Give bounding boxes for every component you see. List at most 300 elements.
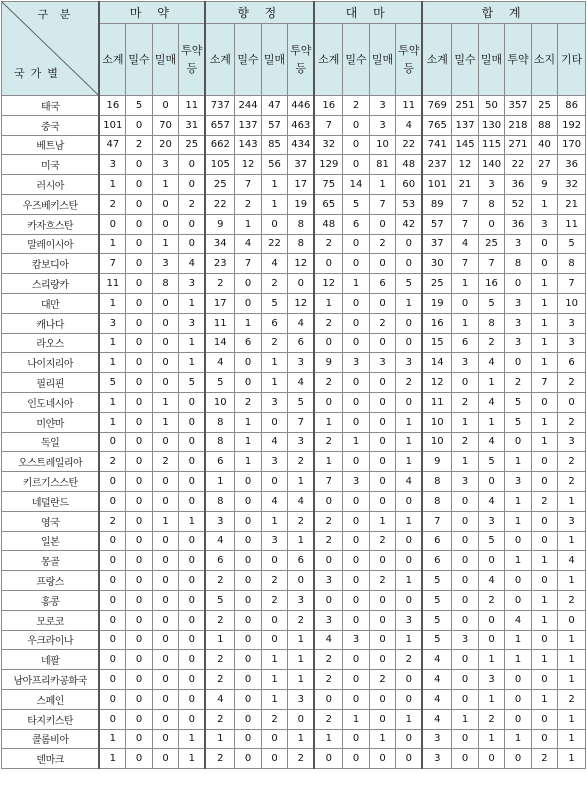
value-cell: 0 — [261, 749, 287, 769]
value-cell: 0 — [452, 610, 478, 630]
value-cell: 1 — [452, 709, 478, 729]
value-cell: 7 — [288, 412, 314, 432]
value-cell: 11 — [396, 96, 422, 116]
group-header-cannabis: 대 마 — [314, 2, 422, 24]
value-cell: 2 — [99, 194, 125, 214]
value-cell: 12 — [288, 254, 314, 274]
value-cell: 1 — [314, 412, 343, 432]
value-cell: 75 — [314, 175, 343, 195]
value-cell: 1 — [452, 412, 478, 432]
country-cell: 인도네시아 — [2, 392, 100, 412]
country-cell: 러시아 — [2, 175, 100, 195]
country-cell: 말레이시아 — [2, 234, 100, 254]
value-cell: 3 — [288, 590, 314, 610]
table-row — [2, 491, 586, 511]
value-cell: 1 — [478, 373, 504, 393]
value-cell: 2 — [478, 709, 504, 729]
value-cell: 0 — [288, 274, 314, 294]
value-cell: 130 — [478, 115, 504, 135]
value-cell: 218 — [505, 115, 531, 135]
value-cell: 3 — [396, 610, 422, 630]
value-cell: 3 — [505, 293, 531, 313]
value-cell: 1 — [261, 353, 287, 373]
value-cell: 0 — [505, 670, 531, 690]
value-cell: 0 — [179, 610, 205, 630]
value-cell: 11 — [558, 214, 586, 234]
value-cell: 0 — [126, 155, 152, 175]
value-cell: 0 — [152, 630, 178, 650]
value-cell: 3 — [261, 392, 287, 412]
value-cell: 3 — [261, 531, 287, 551]
table-row — [2, 96, 586, 116]
value-cell: 0 — [343, 333, 369, 353]
value-cell: 0 — [179, 630, 205, 650]
value-cell: 89 — [422, 194, 452, 214]
value-cell: 0 — [261, 472, 287, 492]
value-cell: 8 — [558, 254, 586, 274]
value-cell: 16 — [99, 96, 125, 116]
value-cell: 5 — [261, 293, 287, 313]
value-cell: 0 — [179, 214, 205, 234]
value-cell: 0 — [369, 650, 395, 670]
table-row — [2, 749, 586, 769]
value-cell: 1 — [261, 373, 287, 393]
value-cell: 32 — [314, 135, 343, 155]
value-cell: 2 — [205, 749, 235, 769]
country-cell: 스페인 — [2, 689, 100, 709]
value-cell: 434 — [288, 135, 314, 155]
value-cell: 1 — [261, 175, 287, 195]
table-row — [2, 373, 586, 393]
value-cell: 1 — [288, 670, 314, 690]
country-cell: 태국 — [2, 96, 100, 116]
value-cell: 3 — [152, 254, 178, 274]
value-cell: 37 — [288, 155, 314, 175]
table-row — [2, 155, 586, 175]
value-cell: 0 — [558, 610, 586, 630]
value-cell: 1 — [558, 531, 586, 551]
value-cell: 0 — [343, 511, 369, 531]
table-row — [2, 234, 586, 254]
value-cell: 1 — [396, 571, 422, 591]
value-cell: 1 — [288, 630, 314, 650]
value-cell: 0 — [99, 432, 125, 452]
value-cell: 57 — [422, 214, 452, 234]
value-cell: 5 — [205, 373, 235, 393]
value-cell: 1 — [99, 293, 125, 313]
value-cell: 3 — [99, 155, 125, 175]
value-cell: 2 — [205, 709, 235, 729]
value-cell: 2 — [235, 194, 261, 214]
value-cell: 5 — [505, 392, 531, 412]
value-cell: 0 — [235, 551, 261, 571]
value-cell: 0 — [531, 729, 557, 749]
value-cell: 0 — [343, 531, 369, 551]
value-cell: 1 — [99, 729, 125, 749]
value-cell: 2 — [558, 590, 586, 610]
value-cell: 4 — [478, 432, 504, 452]
value-cell: 1 — [235, 452, 261, 472]
value-cell: 1 — [343, 432, 369, 452]
value-cell: 7 — [99, 254, 125, 274]
value-cell: 1 — [179, 293, 205, 313]
value-cell: 14 — [422, 353, 452, 373]
value-cell: 5 — [126, 96, 152, 116]
value-cell: 3 — [288, 689, 314, 709]
value-cell: 1 — [531, 313, 557, 333]
value-cell: 0 — [369, 551, 395, 571]
value-cell: 6 — [205, 452, 235, 472]
value-cell: 3 — [422, 729, 452, 749]
value-cell: 3 — [452, 472, 478, 492]
value-cell: 0 — [179, 392, 205, 412]
value-cell: 9 — [422, 452, 452, 472]
value-cell: 0 — [452, 373, 478, 393]
country-cell: 우크라이나 — [2, 630, 100, 650]
value-cell: 3 — [288, 432, 314, 452]
table-row — [2, 274, 586, 294]
value-cell: 0 — [126, 571, 152, 591]
value-cell: 1 — [179, 353, 205, 373]
value-cell: 0 — [179, 155, 205, 175]
value-cell: 22 — [505, 155, 531, 175]
value-cell: 4 — [422, 650, 452, 670]
value-cell: 0 — [452, 650, 478, 670]
value-cell: 0 — [235, 630, 261, 650]
value-cell: 0 — [179, 590, 205, 610]
value-cell: 9 — [531, 175, 557, 195]
value-cell: 7 — [452, 194, 478, 214]
table-row — [2, 590, 586, 610]
value-cell: 4 — [396, 115, 422, 135]
value-cell: 3 — [314, 571, 343, 591]
value-cell: 1 — [152, 234, 178, 254]
value-cell: 2 — [369, 531, 395, 551]
value-cell: 1 — [369, 729, 395, 749]
value-cell: 0 — [152, 472, 178, 492]
value-cell: 3 — [505, 313, 531, 333]
value-cell: 0 — [235, 571, 261, 591]
value-cell: 1 — [369, 175, 395, 195]
table-row — [2, 392, 586, 412]
value-cell: 1 — [261, 670, 287, 690]
value-cell: 0 — [314, 392, 343, 412]
table-row — [2, 571, 586, 591]
value-cell: 0 — [126, 749, 152, 769]
value-cell: 1 — [179, 749, 205, 769]
corner-category-label: 구 분 — [37, 8, 75, 21]
value-cell: 0 — [152, 729, 178, 749]
value-cell: 1 — [261, 511, 287, 531]
value-cell: 12 — [422, 373, 452, 393]
value-cell: 0 — [179, 650, 205, 670]
value-cell: 4 — [288, 491, 314, 511]
value-cell: 36 — [558, 155, 586, 175]
value-cell: 0 — [369, 452, 395, 472]
value-cell: 4 — [205, 353, 235, 373]
value-cell: 0 — [179, 432, 205, 452]
value-cell: 192 — [558, 115, 586, 135]
value-cell: 5 — [422, 630, 452, 650]
value-cell: 2 — [369, 234, 395, 254]
value-cell: 1 — [261, 194, 287, 214]
value-cell: 31 — [179, 115, 205, 135]
value-cell: 0 — [179, 689, 205, 709]
value-cell: 0 — [126, 234, 152, 254]
value-cell: 3 — [152, 155, 178, 175]
value-cell: 2 — [205, 670, 235, 690]
country-cell: 키르기스스탄 — [2, 472, 100, 492]
value-cell: 244 — [235, 96, 261, 116]
sub-header-cell: 밀수 — [452, 24, 478, 96]
value-cell: 0 — [343, 571, 369, 591]
value-cell: 1 — [558, 630, 586, 650]
value-cell: 1 — [531, 650, 557, 670]
table-row — [2, 353, 586, 373]
value-cell: 0 — [126, 175, 152, 195]
table-row — [2, 135, 586, 155]
value-cell: 32 — [558, 175, 586, 195]
value-cell: 170 — [558, 135, 586, 155]
value-cell: 0 — [152, 531, 178, 551]
value-cell: 40 — [531, 135, 557, 155]
value-cell: 0 — [396, 491, 422, 511]
value-cell: 1 — [314, 729, 343, 749]
value-cell: 10 — [369, 135, 395, 155]
table-row — [2, 214, 586, 234]
value-cell: 2 — [205, 571, 235, 591]
value-cell: 6 — [235, 333, 261, 353]
value-cell: 2 — [558, 412, 586, 432]
value-cell: 7 — [558, 274, 586, 294]
value-cell: 0 — [452, 293, 478, 313]
value-cell: 22 — [396, 135, 422, 155]
value-cell: 7 — [452, 214, 478, 234]
sub-header-cell: 소지 — [531, 24, 557, 96]
value-cell: 1 — [179, 333, 205, 353]
value-cell: 36 — [505, 214, 531, 234]
value-cell: 2 — [99, 511, 125, 531]
value-cell: 0 — [314, 551, 343, 571]
value-cell: 5 — [478, 531, 504, 551]
value-cell: 0 — [152, 689, 178, 709]
value-cell: 2 — [369, 313, 395, 333]
value-cell: 0 — [452, 571, 478, 591]
value-cell: 19 — [422, 293, 452, 313]
value-cell: 2 — [531, 491, 557, 511]
value-cell: 5 — [343, 194, 369, 214]
value-cell: 0 — [261, 729, 287, 749]
value-cell: 0 — [343, 749, 369, 769]
value-cell: 0 — [343, 689, 369, 709]
value-cell: 2 — [369, 571, 395, 591]
value-cell: 0 — [531, 670, 557, 690]
value-cell: 4 — [314, 630, 343, 650]
value-cell: 0 — [126, 531, 152, 551]
value-cell: 0 — [235, 709, 261, 729]
value-cell: 88 — [531, 115, 557, 135]
value-cell: 19 — [288, 194, 314, 214]
value-cell: 0 — [396, 333, 422, 353]
value-cell: 3 — [505, 234, 531, 254]
value-cell: 25 — [422, 274, 452, 294]
value-cell: 0 — [99, 590, 125, 610]
value-cell: 1 — [235, 432, 261, 452]
value-cell: 0 — [126, 412, 152, 432]
table-row — [2, 452, 586, 472]
value-cell: 0 — [152, 551, 178, 571]
value-cell: 0 — [343, 590, 369, 610]
value-cell: 0 — [126, 491, 152, 511]
sub-header-cell: 기타 — [558, 24, 586, 96]
value-cell: 15 — [422, 333, 452, 353]
value-cell: 4 — [235, 234, 261, 254]
value-cell: 10 — [205, 392, 235, 412]
value-cell: 0 — [126, 313, 152, 333]
value-cell: 2 — [314, 709, 343, 729]
value-cell: 0 — [179, 234, 205, 254]
value-cell: 0 — [343, 670, 369, 690]
value-cell: 0 — [531, 472, 557, 492]
value-cell: 7 — [235, 175, 261, 195]
value-cell: 5 — [288, 392, 314, 412]
value-cell: 0 — [126, 670, 152, 690]
group-header-total: 합 계 — [422, 2, 585, 24]
value-cell: 1 — [99, 392, 125, 412]
value-cell: 1 — [531, 590, 557, 610]
value-cell: 17 — [205, 293, 235, 313]
value-cell: 1 — [531, 551, 557, 571]
value-cell: 60 — [396, 175, 422, 195]
value-cell: 0 — [99, 630, 125, 650]
value-cell: 0 — [126, 333, 152, 353]
value-cell: 4 — [505, 610, 531, 630]
value-cell: 0 — [452, 531, 478, 551]
value-cell: 0 — [343, 392, 369, 412]
value-cell: 0 — [478, 749, 504, 769]
value-cell: 47 — [261, 96, 287, 116]
table-row — [2, 254, 586, 274]
value-cell: 1 — [152, 511, 178, 531]
drug-offense-by-country-table — [1, 1, 586, 769]
value-cell: 1 — [558, 749, 586, 769]
value-cell: 22 — [205, 194, 235, 214]
value-cell: 1 — [478, 412, 504, 432]
value-cell: 5 — [478, 452, 504, 472]
value-cell: 1 — [343, 274, 369, 294]
value-cell: 0 — [369, 432, 395, 452]
value-cell: 57 — [261, 115, 287, 135]
value-cell: 2 — [261, 709, 287, 729]
value-cell: 1 — [288, 531, 314, 551]
value-cell: 3 — [179, 313, 205, 333]
value-cell: 0 — [235, 293, 261, 313]
value-cell: 56 — [261, 155, 287, 175]
value-cell: 7 — [314, 115, 343, 135]
table-row — [2, 472, 586, 492]
value-cell: 3 — [505, 333, 531, 353]
value-cell: 0 — [126, 551, 152, 571]
value-cell: 0 — [505, 709, 531, 729]
value-cell: 0 — [152, 214, 178, 234]
value-cell: 11 — [422, 392, 452, 412]
value-cell: 0 — [126, 630, 152, 650]
value-cell: 3 — [288, 353, 314, 373]
value-cell: 1 — [531, 274, 557, 294]
value-cell: 21 — [558, 194, 586, 214]
value-cell: 0 — [99, 709, 125, 729]
value-cell: 737 — [205, 96, 235, 116]
value-cell: 0 — [314, 254, 343, 274]
value-cell: 3 — [505, 472, 531, 492]
value-cell: 0 — [343, 650, 369, 670]
value-cell: 30 — [422, 254, 452, 274]
value-cell: 0 — [152, 373, 178, 393]
value-cell: 0 — [261, 551, 287, 571]
value-cell: 0 — [531, 254, 557, 274]
value-cell: 0 — [126, 432, 152, 452]
value-cell: 101 — [422, 175, 452, 195]
value-cell: 2 — [314, 650, 343, 670]
value-cell: 11 — [99, 274, 125, 294]
value-cell: 5 — [179, 373, 205, 393]
value-cell: 0 — [531, 571, 557, 591]
value-cell: 0 — [369, 689, 395, 709]
country-cell: 대만 — [2, 293, 100, 313]
value-cell: 0 — [126, 610, 152, 630]
value-cell: 0 — [369, 412, 395, 432]
value-cell: 4 — [205, 531, 235, 551]
value-cell: 0 — [261, 630, 287, 650]
value-cell: 1 — [343, 709, 369, 729]
header-group-row — [2, 2, 586, 24]
value-cell: 0 — [152, 749, 178, 769]
value-cell: 2 — [314, 373, 343, 393]
country-cell: 홍콩 — [2, 590, 100, 610]
value-cell: 2 — [314, 511, 343, 531]
country-cell: 오스트레일리아 — [2, 452, 100, 472]
value-cell: 47 — [99, 135, 125, 155]
value-cell: 0 — [478, 551, 504, 571]
value-cell: 7 — [369, 194, 395, 214]
value-cell: 2 — [369, 670, 395, 690]
value-cell: 0 — [99, 214, 125, 234]
country-cell: 남아프리카공화국 — [2, 670, 100, 690]
value-cell: 0 — [126, 274, 152, 294]
value-cell: 1 — [205, 630, 235, 650]
table-row — [2, 650, 586, 670]
value-cell: 0 — [235, 274, 261, 294]
value-cell: 0 — [531, 531, 557, 551]
value-cell: 86 — [558, 96, 586, 116]
value-cell: 1 — [558, 491, 586, 511]
table-row — [2, 511, 586, 531]
value-cell: 52 — [505, 194, 531, 214]
value-cell: 1 — [558, 670, 586, 690]
value-cell: 8 — [205, 412, 235, 432]
value-cell: 0 — [99, 472, 125, 492]
value-cell: 1 — [396, 709, 422, 729]
sub-header-cell: 소계 — [205, 24, 235, 96]
table-row — [2, 194, 586, 214]
value-cell: 0 — [531, 452, 557, 472]
value-cell: 0 — [126, 689, 152, 709]
sub-header-cell: 투약등 — [179, 24, 205, 96]
value-cell: 1 — [235, 412, 261, 432]
value-cell: 0 — [126, 650, 152, 670]
value-cell: 0 — [126, 709, 152, 729]
sub-header-cell: 투약등 — [288, 24, 314, 96]
